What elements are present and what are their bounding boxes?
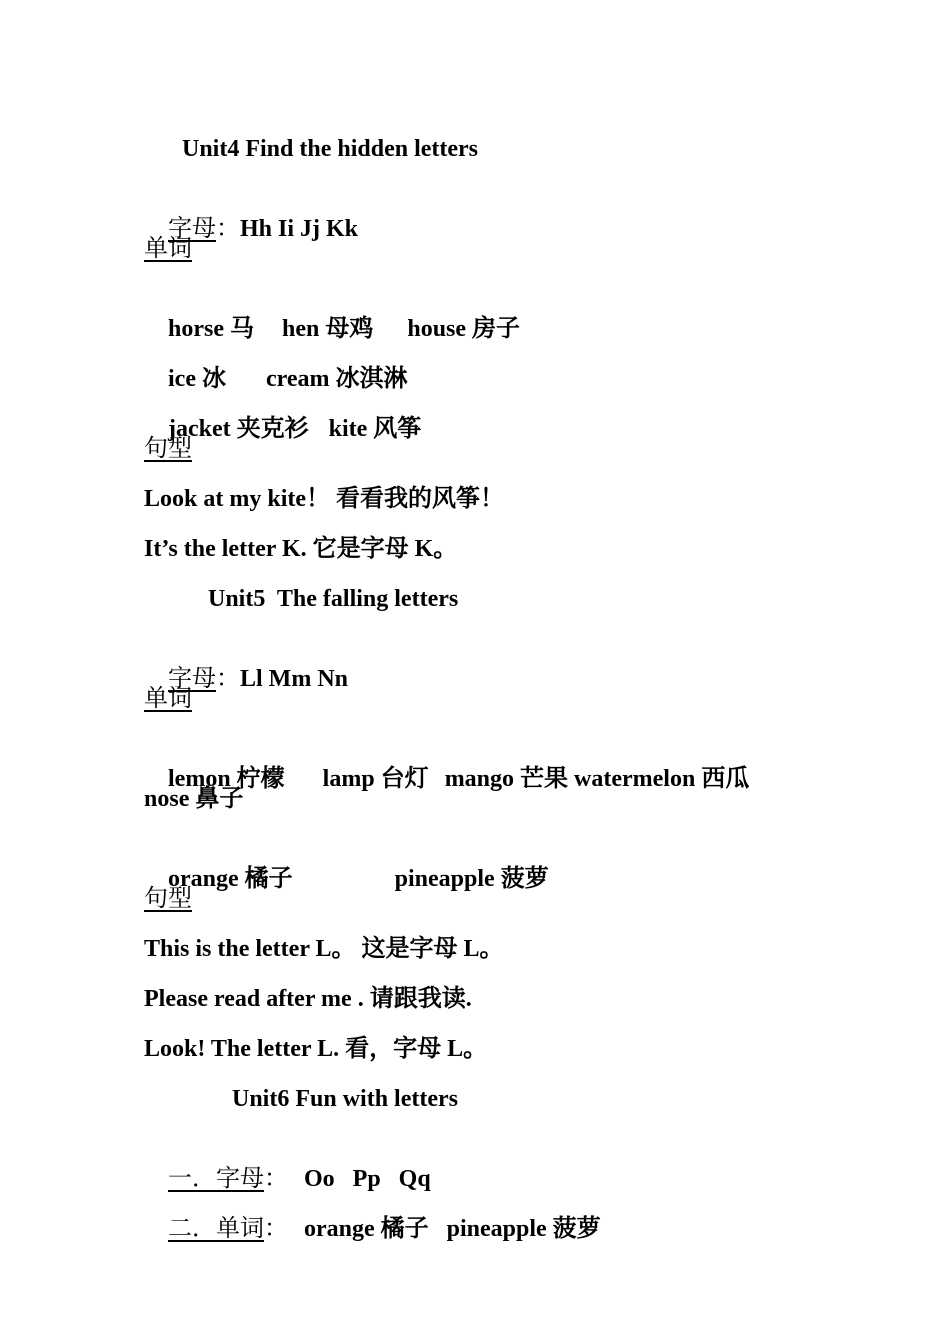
unit6-words-line xyxy=(144,1184,601,1242)
word-item: horse 马 xyxy=(168,316,254,342)
word-item: jacket 夹克衫 xyxy=(168,416,309,442)
unit5-sentence-1: This is the letter L。 这是字母 L。 xyxy=(144,936,504,962)
unit5-letters: Ll Mm Nn xyxy=(240,666,348,692)
unit4-words-row2 xyxy=(144,334,408,392)
unit6-letters: Oo Pp Qq xyxy=(304,1166,431,1192)
unit4-sentence-1: Look at my kite！ 看看我的风筝！ xyxy=(144,486,504,512)
unit4-letters-label: 字母 xyxy=(168,216,216,242)
word-item: cream 冰淇淋 xyxy=(265,366,408,392)
word-item: kite 风筝 xyxy=(328,416,422,442)
unit6-title: Unit6 Fun with letters xyxy=(232,1086,458,1112)
unit4-title: Unit4 Find the hidden letters xyxy=(182,136,479,162)
unit6-letters-line xyxy=(144,1134,431,1192)
unit6-words: orange 橘子 pineapple 菠萝 xyxy=(304,1216,601,1242)
unit5-letters-line xyxy=(144,634,348,692)
word-item: orange 橘子 xyxy=(168,866,293,892)
word-item: lamp 台灯 xyxy=(322,766,429,792)
word-item: lemon 柠檬 xyxy=(168,766,285,792)
word-item: hen 母鸡 xyxy=(282,316,374,342)
unit6-words-sep: ： xyxy=(264,1216,288,1242)
unit4-sentence-2: It’s the letter K. 它是字母 K。 xyxy=(144,536,458,562)
unit4-letters-sep: ： xyxy=(216,216,240,242)
unit5-words-label: 单词 xyxy=(144,686,192,712)
word-item: house 房子 xyxy=(407,316,521,342)
unit5-title: Unit5 The falling letters xyxy=(208,586,459,612)
unit5-words-row3 xyxy=(144,834,549,892)
unit5-words-row2: nose 鼻子 xyxy=(144,786,244,812)
unit5-words-row1 xyxy=(144,734,750,792)
unit4-words-label: 单词 xyxy=(144,236,192,262)
unit5-letters-label: 字母 xyxy=(168,666,216,692)
unit4-letters: Hh Ii Jj Kk xyxy=(240,216,359,242)
word-item: ice 冰 xyxy=(168,366,226,392)
unit5-letters-sep: ： xyxy=(216,666,240,692)
unit4-sentences-label: 句型 xyxy=(144,436,192,462)
word-item: mango 芒果 watermelon 西瓜 xyxy=(444,766,750,792)
unit6-letters-sep: ： xyxy=(264,1166,288,1192)
unit4-words-row1 xyxy=(144,284,521,342)
unit5-sentence-2: Please read after me . 请跟我读. xyxy=(144,986,472,1012)
word-item: pineapple 菠萝 xyxy=(394,866,549,892)
unit4-words-row3 xyxy=(144,384,422,442)
unit5-sentence-3: Look! The letter L. 看，字母 L。 xyxy=(144,1036,488,1062)
unit6-words-label: 二．单词 xyxy=(168,1216,264,1242)
unit4-letters-line xyxy=(144,184,359,242)
unit6-letters-label: 一．字母 xyxy=(168,1166,264,1192)
unit5-sentences-label: 句型 xyxy=(144,886,192,912)
